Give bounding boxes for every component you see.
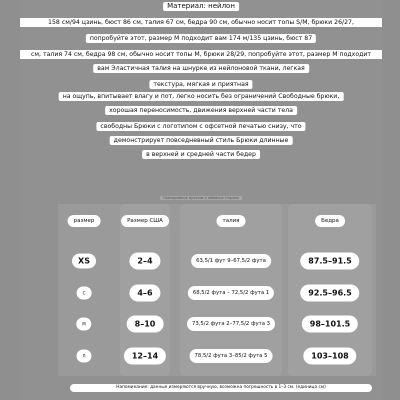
description-line: свободны Брюки с логотипом с офсетной печатью снизу, что bbox=[96, 122, 305, 131]
waist-header: талия bbox=[217, 215, 246, 227]
description-line: см, талия 74 см, бедра 98 см, обычно носит топы M, брюки 28/29, попробуйте этот, размер M подходит bbox=[20, 50, 382, 59]
description-line: хорошая переносимость, движения верхней части тела bbox=[105, 106, 297, 115]
hip-column bbox=[288, 204, 372, 376]
description-line: попробуйте этот, размер M подходит вам 174 м/135 цзинь, бюст 87 bbox=[86, 34, 316, 43]
description-line: демонстрирует повседневный стиль Брюки длинные bbox=[110, 136, 293, 145]
hip-cell: 103–108 bbox=[303, 348, 356, 365]
table-caption: Повседневные мужские и забавные стороны bbox=[160, 196, 242, 200]
hip-cell: 98–101.5 bbox=[302, 316, 358, 333]
size-cell: С bbox=[77, 287, 92, 300]
us-size-column bbox=[120, 204, 170, 376]
us-size-cell: 8–10 bbox=[127, 316, 164, 333]
us-size-header: Размер США bbox=[121, 215, 169, 227]
hip-cell: 87.5–91.5 bbox=[300, 253, 359, 270]
measurement-note: Напоминание: данные измеряются вручную, возможна погрешность в 1–3 см. (единица см) bbox=[70, 384, 372, 392]
size-cell: XS bbox=[72, 254, 96, 269]
description-line: вам Эластичная талия на шнурке из нейлоновой ткани, легкая bbox=[93, 64, 309, 73]
description-line: на ощупь, впитывает влагу и пот, легко носить без ограничений Свободные брюки, bbox=[59, 92, 344, 101]
us-size-cell: 12–14 bbox=[124, 348, 166, 365]
size-table bbox=[58, 204, 376, 376]
size-header: размер bbox=[68, 215, 101, 227]
waist-cell: 73,5/2 фута 2–77,5/2 фута 3 bbox=[187, 317, 275, 331]
material-line: Материал: нейлон bbox=[163, 2, 239, 11]
waist-cell: 63,5/1 фут 9–67,5/2 фута bbox=[191, 254, 271, 268]
size-cell: М bbox=[76, 318, 91, 331]
waist-column bbox=[180, 204, 282, 376]
hip-cell: 92.5–96.5 bbox=[300, 285, 359, 302]
waist-cell: 78,5/2 фута 3–85/2 фута 5 bbox=[190, 349, 273, 363]
size-column bbox=[62, 204, 106, 376]
description-line: 158 см/94 цзинь, бюст 86 см, талия 67 см, бедра 90 см, обычно носит топы S/M, брюки 26/27, bbox=[20, 18, 382, 27]
us-size-cell: 4–6 bbox=[129, 285, 160, 302]
size-cell: Л bbox=[76, 350, 91, 363]
us-size-cell: 2–4 bbox=[129, 253, 160, 270]
waist-cell: 68,5/2 фута – 72,5/2 фута 1 bbox=[188, 286, 274, 300]
hip-header: Бедра bbox=[315, 215, 345, 227]
description-line: текстура, мягкая и приятная bbox=[149, 80, 252, 89]
description-line: в верхней и средней части бедер bbox=[142, 150, 260, 159]
